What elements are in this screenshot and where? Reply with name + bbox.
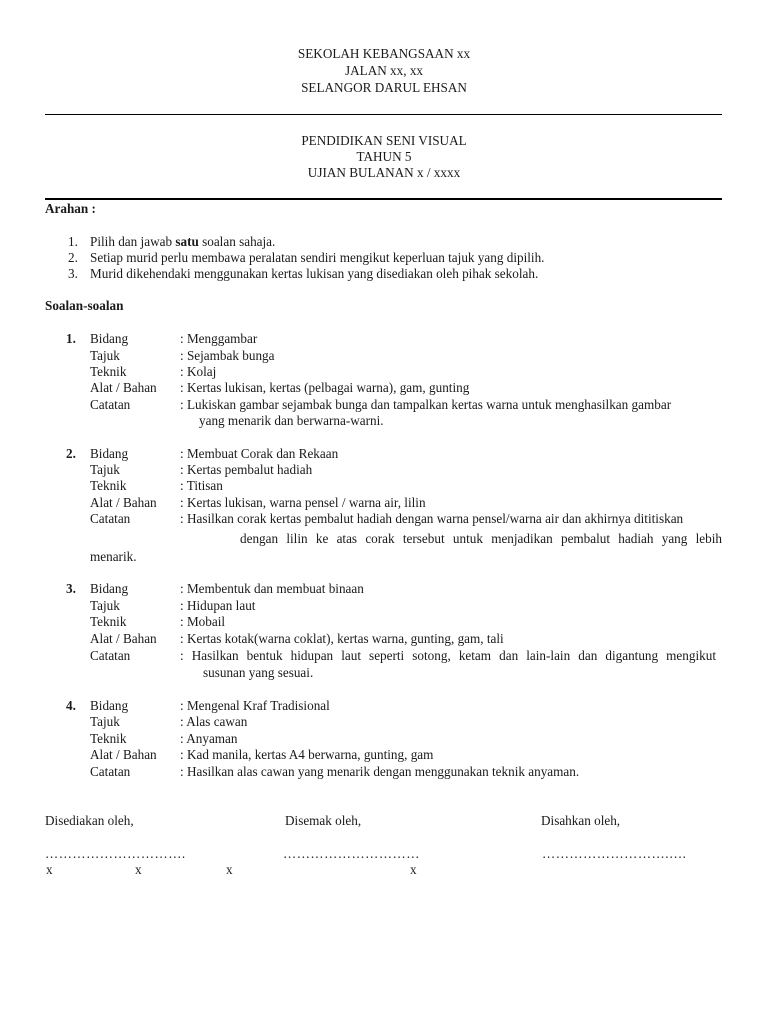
question-row (0, 330, 768, 347)
question-row (0, 613, 768, 630)
field-value: : Titisan (180, 478, 223, 493)
field-label: Alat / Bahan (90, 380, 157, 395)
field-value: : Hidupan laut (180, 598, 256, 613)
question-row (0, 363, 768, 380)
school-name: SEKOLAH KEBANGSAAN xx (297, 46, 471, 61)
field-label: Catatan (90, 397, 131, 412)
question-row (0, 730, 768, 747)
question-row (0, 494, 768, 511)
question-row (0, 597, 768, 614)
instruction-text-pre: Pilih dan jawab (90, 234, 176, 249)
field-value: : Kad manila, kertas A4 berwarna, gunting, gam (180, 747, 434, 762)
signature-placeholder-x: x (46, 862, 53, 877)
question-row (0, 347, 768, 364)
school-address: JALAN xx, xx (344, 63, 424, 78)
header-divider (45, 114, 722, 115)
subject-title: PENDIDIKAN SENI VISUAL (301, 133, 467, 148)
questions-heading: Soalan-soalan (45, 298, 124, 313)
field-label: Bidang (90, 331, 129, 346)
question-row (0, 713, 768, 730)
field-value: : Kertas kotak(warna coklat), kertas warna, gunting, gam, tali (180, 631, 504, 646)
question-row (0, 630, 768, 647)
question-row (0, 580, 768, 597)
checked-signature-line: ………………………… (283, 846, 420, 861)
question-number: 1. (66, 331, 76, 346)
instruction-text (90, 233, 275, 250)
field-label: Tajuk (90, 714, 120, 729)
question-row (0, 477, 768, 494)
prepared-by-label: Disediakan oleh, (45, 813, 134, 828)
field-label: Catatan (90, 648, 131, 663)
field-label: Teknik (90, 731, 127, 746)
prepared-signature-line: …………………………. (45, 846, 186, 861)
question-row (0, 379, 768, 396)
signature-placeholder-x: x (410, 862, 417, 877)
field-value: : Membuat Corak dan Rekaan (180, 446, 339, 461)
instruction-emphasis: satu (175, 234, 199, 249)
question-row (0, 697, 768, 714)
field-value: : Menggambar (180, 331, 258, 346)
question-row (0, 647, 768, 664)
question-number: 4. (66, 698, 76, 713)
field-label: Bidang (90, 446, 129, 461)
field-value: : Lukiskan gambar sejambak bunga dan tampalkan kertas warna untuk menghasilkan gambar (180, 397, 672, 412)
field-label: Catatan (90, 764, 131, 779)
field-value-continuation: susunan yang sesuai. (203, 665, 314, 680)
field-label: Teknik (90, 614, 127, 629)
exam-title: UJIAN BULANAN x / xxxx (307, 165, 461, 180)
field-value: : Kertas pembalut hadiah (180, 462, 313, 477)
instruction-number: 1. (68, 234, 78, 249)
field-value: : Kolaj (180, 364, 217, 379)
subject-divider (45, 198, 722, 200)
instruction-text: Setiap murid perlu membawa peralatan sendiri mengikut keperluan tajuk yang dipilih. (90, 250, 545, 265)
question-number: 3. (66, 581, 76, 596)
field-value-continuation: dengan lilin ke atas corak tersebut untuk menjadikan pembalut hadiah yang lebih (240, 531, 722, 546)
year-title: TAHUN 5 (356, 149, 412, 164)
field-label: Bidang (90, 698, 129, 713)
question-row-continuation (0, 664, 768, 681)
signature-placeholder-x: x (135, 862, 142, 877)
approved-signature-line: ……………………….…. (542, 846, 687, 861)
field-value: : Membentuk dan membuat binaan (180, 581, 364, 596)
question-row-continuation (0, 412, 768, 429)
field-label: Teknik (90, 478, 127, 493)
school-state: SELANGOR DARUL EHSAN (301, 80, 467, 95)
field-value: : Hasilkan corak kertas pembalut hadiah dengan warna pensel/warna air dan akhirnya dititiskan (180, 511, 684, 526)
field-label: Bidang (90, 581, 129, 596)
question-row (0, 461, 768, 478)
field-value: : Kertas lukisan, kertas (pelbagai warna), gam, gunting (180, 380, 470, 395)
field-label: Alat / Bahan (90, 747, 157, 762)
checked-by-label: Disemak oleh, (285, 813, 362, 828)
instruction-text-post: soalan sahaja. (198, 234, 276, 249)
field-value: : Sejambak bunga (180, 348, 275, 363)
instruction-text: Murid dikehendaki menggunakan kertas lukisan yang disediakan oleh pihak sekolah. (90, 266, 539, 281)
field-label: Tajuk (90, 598, 120, 613)
field-value: : Hasilkan alas cawan yang menarik dengan menggunakan teknik anyaman. (180, 764, 580, 779)
field-value: : Mobail (180, 614, 226, 629)
question-row (0, 510, 768, 527)
question-number: 2. (66, 446, 76, 461)
instruction-number: 3. (68, 266, 78, 281)
question-row (0, 746, 768, 763)
field-value: : Alas cawan (180, 714, 248, 729)
signature-placeholder-x: x (226, 862, 233, 877)
field-label: Alat / Bahan (90, 495, 157, 510)
field-label: Teknik (90, 364, 127, 379)
question-row-continuation (0, 548, 768, 565)
approved-by-label: Disahkan oleh, (541, 813, 621, 828)
field-label: Tajuk (90, 462, 120, 477)
instructions-heading: Arahan : (45, 201, 96, 216)
question-row (0, 396, 768, 413)
question-row-continuation (0, 530, 768, 547)
field-value: : Kertas lukisan, warna pensel / warna air, lilin (180, 495, 426, 510)
instruction-number: 2. (68, 250, 78, 265)
question-row (0, 763, 768, 780)
field-label: Catatan (90, 511, 131, 526)
question-row (0, 445, 768, 462)
field-value: : Anyaman (180, 731, 238, 746)
field-value-continuation: yang menarik dan berwarna-warni. (199, 413, 384, 428)
field-value: : Hasilkan bentuk hidupan laut seperti sotong, ketam dan lain-lain dan digantung mengikut (180, 648, 716, 663)
field-label: Alat / Bahan (90, 631, 157, 646)
field-label: Tajuk (90, 348, 120, 363)
field-value-continuation: menarik. (90, 549, 137, 564)
field-value: : Mengenal Kraf Tradisional (180, 698, 330, 713)
